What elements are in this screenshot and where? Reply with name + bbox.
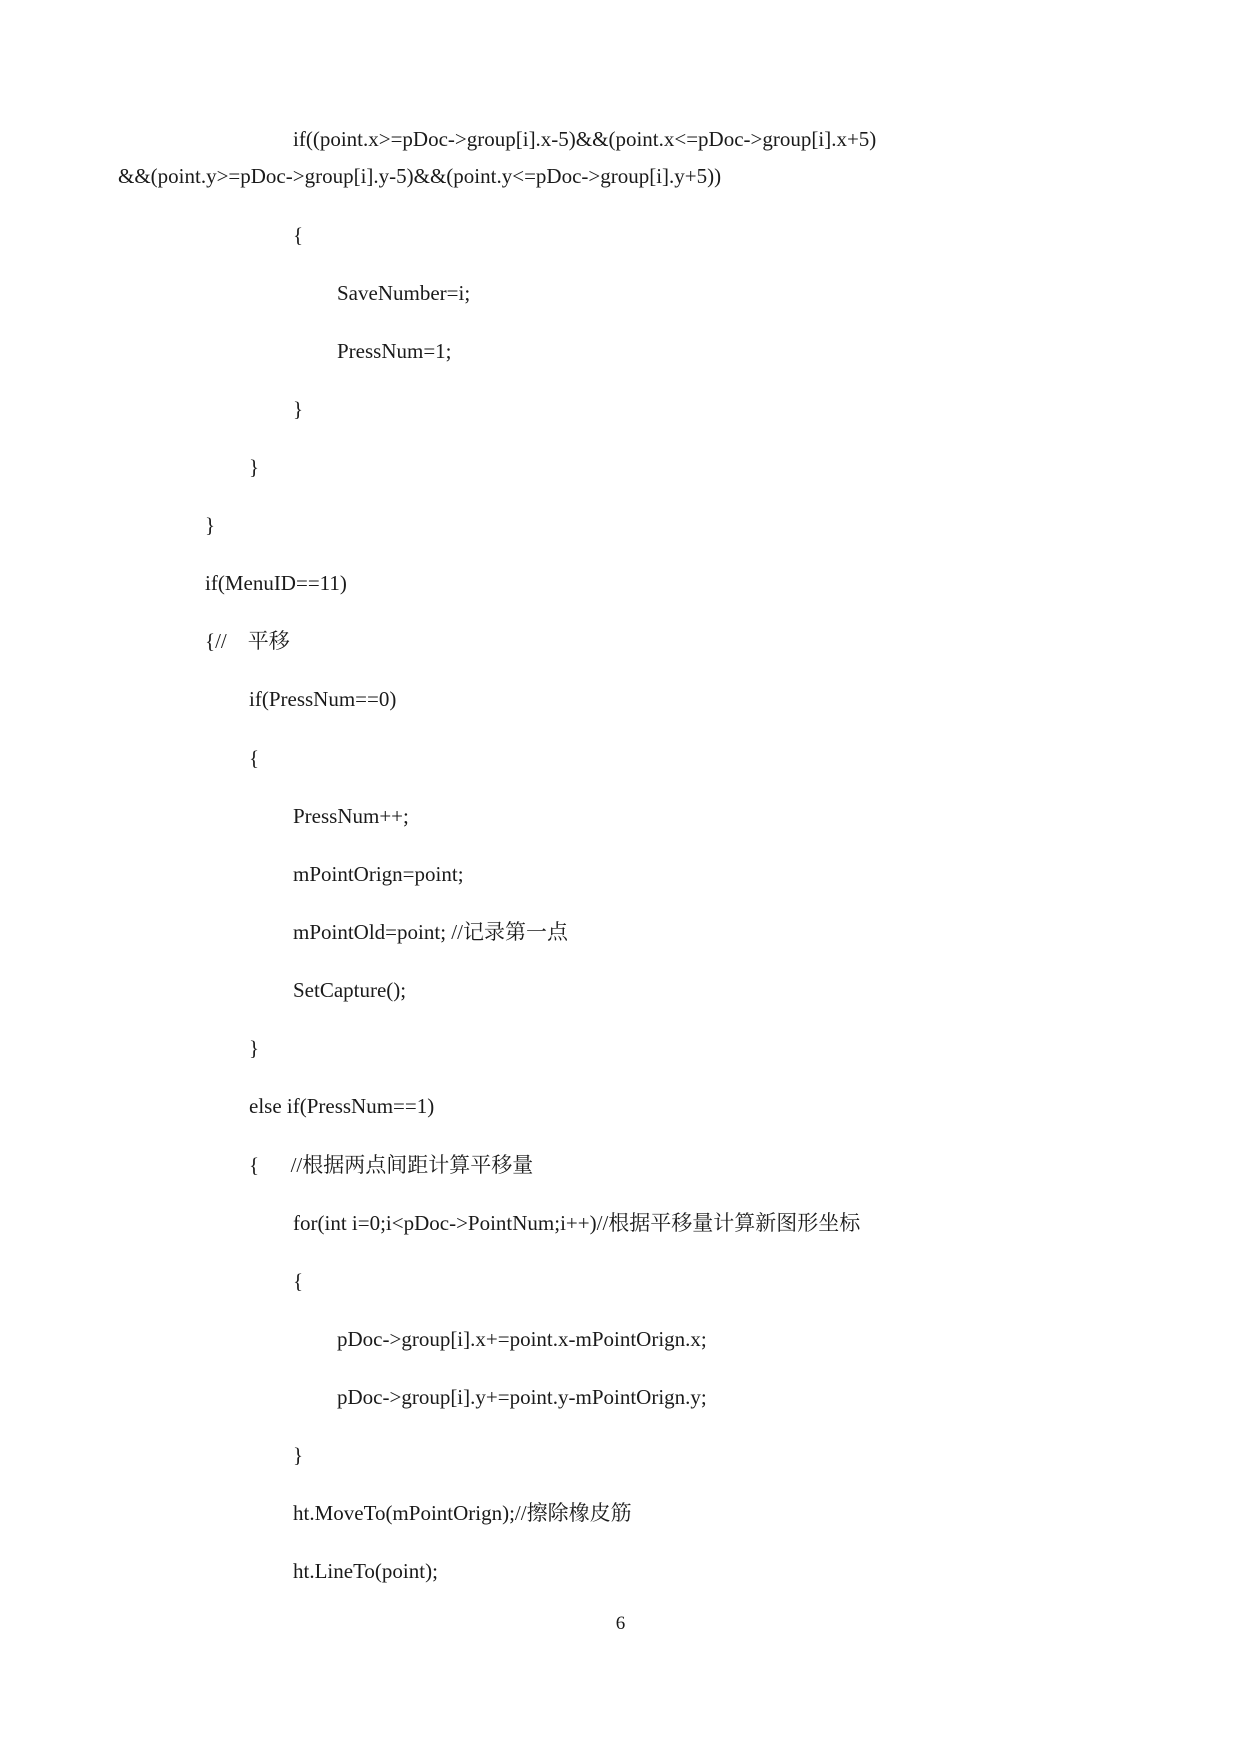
code-line: } [249,1036,260,1060]
code-line: } [249,455,260,479]
code-line: PressNum=1; [337,339,452,363]
code-line: else if(PressNum==1) [249,1094,435,1118]
code-line: pDoc->group[i].y+=point.y-mPointOrign.y; [337,1385,707,1409]
code-line: {// 平移 [205,629,290,653]
code-line: SaveNumber=i; [337,281,471,305]
code-line: } [293,1443,304,1467]
code-line: { //根据两点间距计算平移量 [249,1153,534,1177]
code-line: mPointOrign=point; [293,862,464,886]
code-line: if(PressNum==0) [249,687,397,711]
code-line: { [249,746,260,770]
code-line: } [293,397,304,421]
code-line: { [293,1269,304,1293]
code-line: SetCapture(); [293,978,407,1002]
code-line: } [205,513,216,537]
code-line: { [293,223,304,247]
page-number: 6 [615,1613,626,1634]
code-line: PressNum++; [293,804,409,828]
code-line: pDoc->group[i].x+=point.x-mPointOrign.x; [337,1327,707,1351]
code-line: ht.MoveTo(mPointOrign);//擦除橡皮筋 [293,1501,632,1525]
code-line: for(int i=0;i<pDoc->PointNum;i++)//根据平移量计算新图形坐标 [293,1211,861,1235]
code-line: &&(point.y>=pDoc->group[i].y-5)&&(point.y<=pDoc->group[i].y+5)) [118,164,722,188]
code-line: mPointOld=point; //记录第一点 [293,920,568,944]
code-line: ht.LineTo(point); [293,1559,438,1583]
code-line: if((point.x>=pDoc->group[i].x-5)&&(point.x<=pDoc->group[i].x+5) [293,127,877,151]
code-line: if(MenuID==11) [205,571,347,595]
